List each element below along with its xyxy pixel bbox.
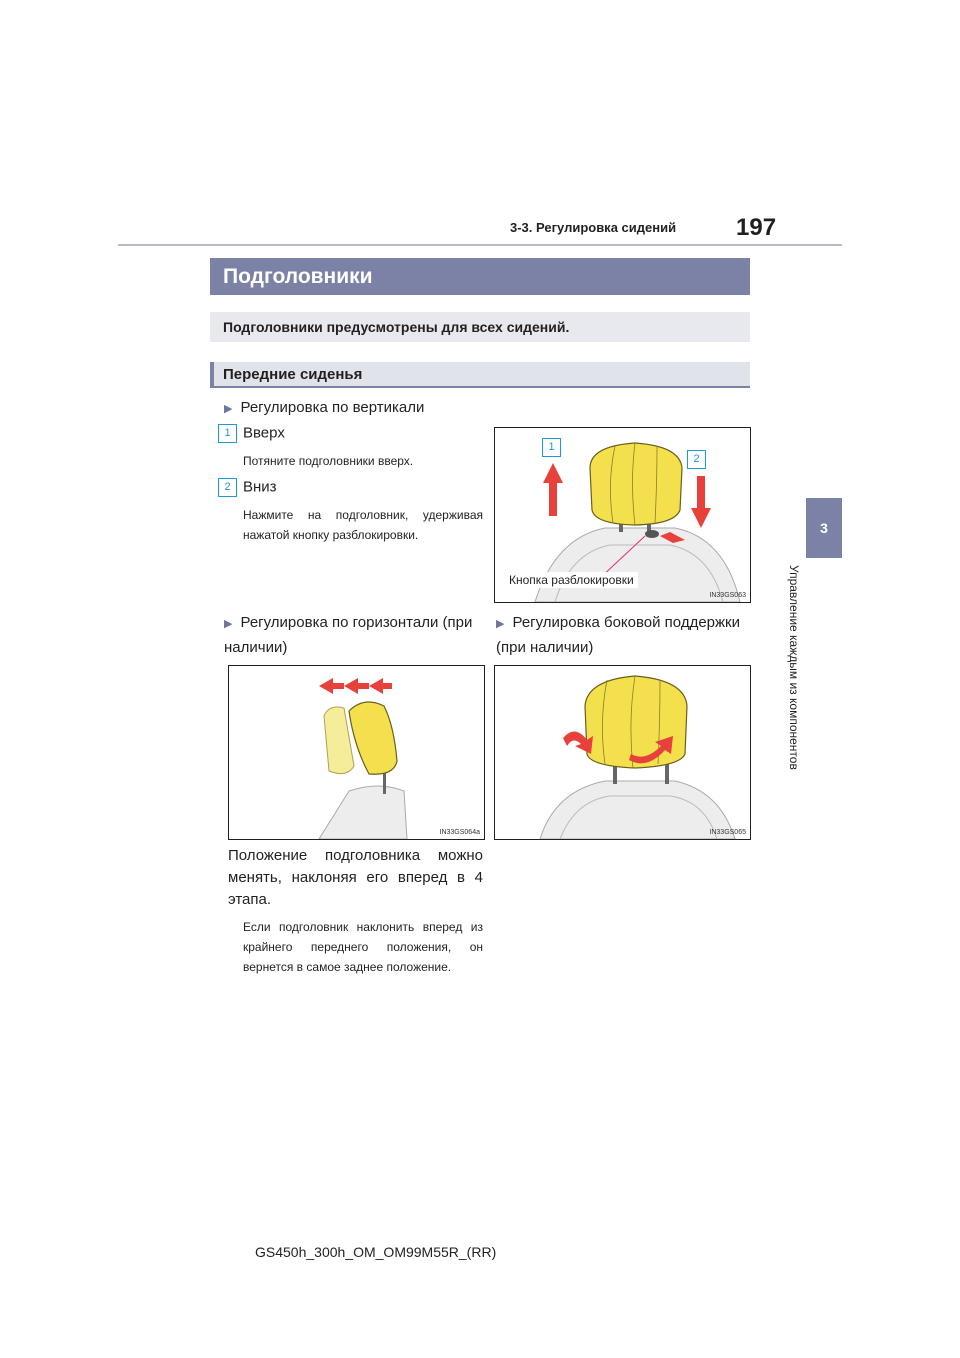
chapter-tab: 3	[806, 498, 842, 558]
subsection-title: Передние сиденья	[210, 362, 750, 388]
step-number-badge: 2	[218, 478, 237, 497]
footer-document-id: GS450h_300h_OM_OM99M55R_(RR)	[255, 1244, 497, 1260]
bullet-icon: ▶	[224, 403, 233, 415]
step-up-title: Вверх	[243, 424, 285, 442]
lateral-heading-text: Регулировка боковой поддержки (при наличии)	[496, 614, 740, 656]
figure-code: IN33GS065	[709, 829, 746, 836]
step-down-desc: Нажмите на подголовник, удерживая нажатой кнопку разблокировки.	[243, 508, 483, 542]
figure-badge-1: 1	[542, 438, 561, 457]
step-up	[218, 424, 285, 443]
page-title: Подголовники	[210, 258, 750, 295]
horizontal-heading-text: Регулировка по горизонтали (при наличии)	[224, 614, 473, 656]
header-rule	[118, 244, 842, 246]
step-down-title: Вниз	[243, 478, 277, 496]
step-down	[218, 478, 277, 497]
section-reference: 3-3. Регулировка сидений	[510, 220, 677, 235]
bullet-icon: ▶	[496, 618, 505, 630]
chapter-tab-label-wrap	[772, 565, 816, 815]
horizontal-heading	[224, 611, 482, 660]
lateral-heading	[496, 611, 746, 660]
lateral-adjust-illustration	[495, 666, 750, 839]
horizontal-body-text: Положение подголовника можно менять, наклоняя его вперед в 4 этапа.	[228, 847, 483, 908]
figure-badge-2: 2	[687, 450, 706, 469]
step-number-badge: 1	[218, 424, 237, 443]
bullet-icon: ▶	[224, 618, 233, 630]
chapter-tab-label: Управление каждым из компонентов	[787, 565, 801, 770]
vertical-heading-text: Регулировка по вертикали	[240, 399, 425, 416]
page-number: 197	[736, 214, 777, 241]
release-button-callout: Кнопка разблокировки	[505, 572, 638, 588]
intro-text: Подголовники предусмотрены для всех сидений.	[210, 312, 750, 342]
vertical-adjust-figure	[494, 427, 751, 603]
horizontal-adjust-figure	[228, 665, 485, 840]
vertical-heading	[224, 396, 424, 421]
step-up-desc: Потяните подголовники вверх.	[243, 454, 414, 468]
figure-code: IN33GS064a	[439, 829, 480, 836]
figure-code: IN33GS063	[709, 592, 746, 599]
horizontal-note: Если подголовник наклонить вперед из крайнего переднего положения, он вернется в самое заднее положение.	[243, 920, 483, 974]
horizontal-adjust-illustration	[229, 666, 484, 839]
lateral-adjust-figure	[494, 665, 751, 840]
